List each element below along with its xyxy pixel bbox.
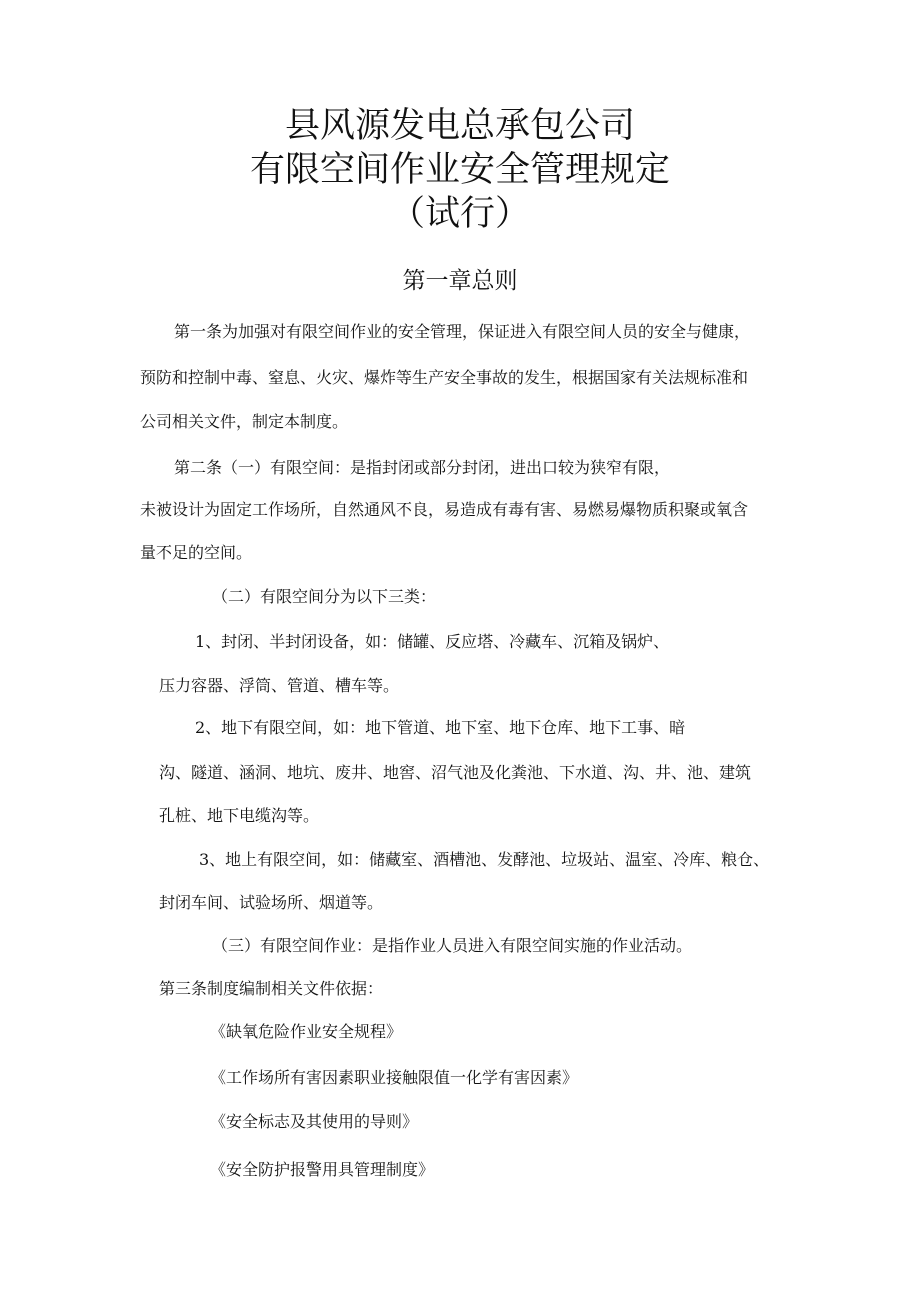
item3-line2: 封闭车间、试验场所、烟道等。 xyxy=(159,893,384,912)
article2-line3: 量不足的空间。 xyxy=(140,543,253,562)
article2-line2: 未被设计为固定工作场所，自然通风不良，易造成有毒有害、易燃易爆物质积聚或氧含 xyxy=(140,500,749,519)
item2-line1: 2、地下有限空间，如：地下管道、地下室、地下仓库、地下工事、暗 xyxy=(195,718,686,737)
reference-item: 《安全防护报警用具管理制度》 xyxy=(210,1160,435,1179)
chapter-heading: 第一章总则 xyxy=(402,268,518,294)
item2-line2: 沟、隧道、涵洞、地坑、废井、地窖、沼气池及化粪池、下水道、沟、井、池、建筑 xyxy=(159,763,752,782)
item1-line2: 压力容器、浮筒、管道、槽车等。 xyxy=(159,676,400,695)
item1-line1: 1、封闭、半封闭设备，如：储罐、反应塔、冷藏车、沉箱及锅炉、 xyxy=(195,632,670,651)
reference-item: 《安全标志及其使用的导则》 xyxy=(210,1112,419,1131)
article1-line1: 第一条为加强对有限空间作业的安全管理，保证进入有限空间人员的安全与健康， xyxy=(174,322,751,341)
document-title-company: 县风源发电总承包公司 xyxy=(284,106,635,146)
document-title-main: 有限空间作业安全管理规定 xyxy=(249,150,670,190)
item3-line1: 3、地上有限空间，如：储藏室、酒槽池、发酵池、垃圾站、温室、冷库、粮仓、 xyxy=(199,850,770,869)
article2-sub3: （三）有限空间作业：是指作业人员进入有限空间实施的作业活动。 xyxy=(212,936,693,955)
reference-item: 《工作场所有害因素职业接触限值一化学有害因素》 xyxy=(210,1068,579,1087)
article2-sub2: （二）有限空间分为以下三类： xyxy=(212,587,437,606)
article2-line1: 第二条（一）有限空间：是指封闭或部分封闭，进出口较为狭窄有限， xyxy=(174,458,671,477)
reference-item: 《缺氧危险作业安全规程》 xyxy=(210,1022,403,1041)
item2-line3: 孔桩、地下电缆沟等。 xyxy=(159,806,320,825)
article1-line3: 公司相关文件，制定本制度。 xyxy=(140,412,349,431)
article3-line1: 第三条制度编制相关文件依据： xyxy=(159,979,384,998)
document-title-trial: （试行） xyxy=(389,194,530,234)
article1-line2: 预防和控制中毒、窒息、火灾、爆炸等生产安全事故的发生，根据国家有关法规标准和 xyxy=(140,368,749,387)
